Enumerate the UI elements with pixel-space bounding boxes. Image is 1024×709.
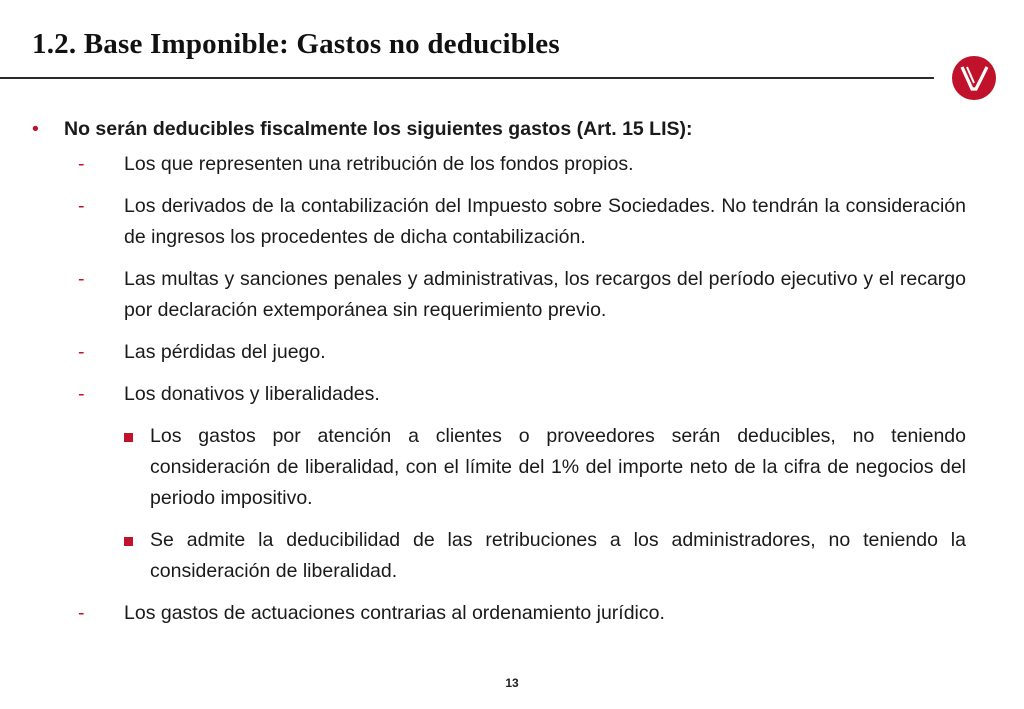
sub-list-item-text: Se admite la deducibilidad de las retribuciones a los administradores, no teniendo la consideración de liberalidad. bbox=[150, 529, 966, 582]
list-item bbox=[32, 191, 966, 253]
dash-marker: - bbox=[78, 268, 85, 290]
main-bullet-text: No serán deducibles fiscalmente los siguientes gastos (Art. 15 LIS): bbox=[64, 118, 693, 140]
dash-marker: - bbox=[78, 195, 85, 217]
list-item-text: Las pérdidas del juego. bbox=[124, 341, 326, 363]
slide-title: 1.2. Base Imponible: Gastos no deducibles bbox=[32, 28, 560, 60]
list-item bbox=[32, 149, 966, 180]
title-divider bbox=[0, 77, 934, 79]
dash-marker: - bbox=[78, 383, 85, 405]
list-item-text: Los que representen una retribución de los fondos propios. bbox=[124, 153, 634, 175]
sub-list-item bbox=[32, 525, 966, 587]
brand-logo-icon bbox=[952, 56, 996, 100]
main-bullet bbox=[32, 114, 966, 145]
bullet-marker: • bbox=[32, 118, 39, 140]
list-item-text: Los gastos de actuaciones contrarias al ordenamiento jurídico. bbox=[124, 602, 665, 624]
list-item-text: Los derivados de la contabilización del Impuesto sobre Sociedades. No tendrán la consideración de ingresos los procedentes de dicha contabilización. bbox=[124, 195, 966, 248]
slide-content bbox=[32, 114, 966, 640]
square-bullet-icon bbox=[32, 525, 150, 556]
list-item bbox=[32, 264, 966, 326]
list-item bbox=[32, 379, 966, 410]
list-item bbox=[32, 337, 966, 368]
list-item bbox=[32, 598, 966, 629]
sub-list-item bbox=[32, 421, 966, 514]
list-item-text: Las multas y sanciones penales y administrativas, los recargos del período ejecutivo y el recargo por declaración extemporánea sin requerimiento previo. bbox=[124, 268, 966, 321]
dash-marker: - bbox=[78, 153, 85, 175]
square-bullet-icon bbox=[32, 421, 150, 452]
sub-list-item-text: Los gastos por atención a clientes o proveedores serán deducibles, no teniendo consideración de liberalidad, con el límite del 1% del importe neto de la cifra de negocios del periodo impositivo. bbox=[150, 425, 966, 509]
page-number: 13 bbox=[505, 676, 519, 690]
dash-marker: - bbox=[78, 602, 85, 624]
dash-marker: - bbox=[78, 341, 85, 363]
list-item-text: Los donativos y liberalidades. bbox=[124, 383, 380, 405]
